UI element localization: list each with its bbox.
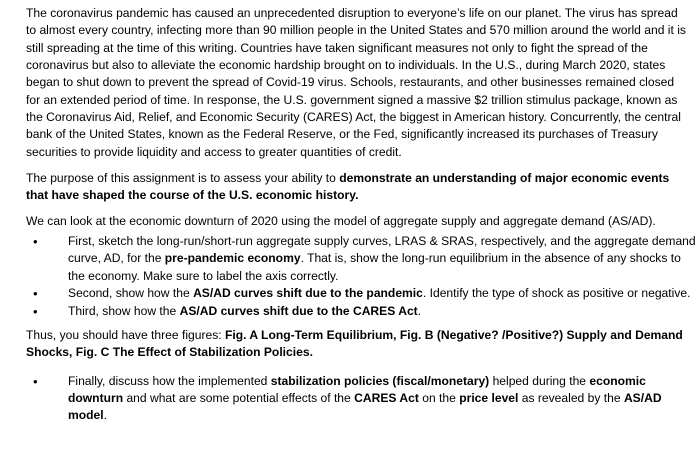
task-item-first: [26, 233, 700, 285]
final-bold-text: price level: [459, 390, 519, 405]
final-text: and what are some potential effects of the: [123, 390, 355, 405]
task-text: .: [417, 303, 422, 318]
intro-paragraph: The coronavirus pandemic has caused an unprecedented disruption to everyone’s life on our planet. The virus has spread to almost every country, infecting more than 90 million people in the United States and 570 million around the world and it is still spreading at the time of this writing. Countries have taken significant measures not only to fight the spread of the coronavirus but also to alleviate the economic hardship brought on to individuals. In the U.S., during March 2020, states began to shut down to prevent the spread of Covid-19 virus. Schools, restaurants, and other businesses remained closed for an extended period of time. In response, the U.S. government signed a massive $2 trillion stimulus package, known as the Coronavirus Aid, Relief, and Economic Security (CARES) Act, the biggest in American history. Concurrently, the central bank of the United States, known as the Federal Reserve, or the Fed, significantly increased its purchases of Treasury securities to provide liquidity and access to greater quantities of credit.: [26, 6, 686, 159]
final-bold-text: AS/AD model: [68, 390, 662, 423]
bullet-icon: •: [33, 303, 38, 319]
task-text: Third, show how the: [68, 303, 180, 318]
task-item-second: [26, 285, 700, 302]
final-text: Finally, discuss how the implemented: [68, 373, 271, 388]
purpose-text: The purpose of this assignment is to assess your ability to: [26, 171, 340, 186]
task-text: . That is, show the long-run equilibrium in the absence of any shocks to the economy. Make sure to label the axis correctly.: [68, 251, 681, 283]
task-text: . Identify the type of shock as positive or negative.: [422, 286, 691, 301]
final-task-list: [26, 373, 686, 425]
final-bold-text: economic downturn: [68, 373, 646, 405]
bullet-icon: •: [33, 234, 38, 250]
task-bold-text: AS/AD curves shift due to the pandemic: [193, 286, 423, 301]
task-item-third: [26, 303, 700, 320]
figures-text: Thus, you should have three figures:: [26, 327, 225, 342]
purpose-paragraph: [26, 170, 690, 205]
task-text: Second, show how the: [68, 286, 194, 301]
final-text: .: [103, 408, 107, 423]
final-text: on the: [418, 390, 460, 405]
bullet-icon: •: [33, 373, 38, 389]
model-paragraph: We can look at the economic downturn of 2020 using the model of aggregate supply and aggregate demand (AS/AD).: [26, 213, 656, 228]
figures-bold-text: Fig. A Long-Term Equilibrium, Fig. B (Negative? /Positive?) Supply and Demand Shocks, Fig. C The Effect of Stabilization Policies.: [26, 327, 683, 360]
task-text: First, sketch the long-run/short-run aggregate supply curves, LRAS & SRAS, respectively, and the aggregate demand curve, AD, for the: [68, 234, 696, 266]
figures-paragraph: [26, 327, 690, 362]
task-bold-text: AS/AD curves shift due to the CARES Act: [179, 303, 418, 318]
bullet-icon: •: [33, 286, 38, 302]
task-list: [26, 233, 696, 320]
purpose-bold-text: demonstrate an understanding of major economic events that have shaped the course of the U.S. economic history.: [26, 171, 670, 203]
final-bold-text: CARES Act: [354, 390, 419, 405]
task-bold-text: pre-pandemic economy: [164, 251, 301, 266]
final-text: as revealed by the: [518, 390, 624, 405]
task-item-final: [26, 373, 694, 425]
final-text: helped during the: [489, 373, 590, 388]
final-bold-text: stabilization policies (fiscal/monetary): [270, 373, 490, 388]
